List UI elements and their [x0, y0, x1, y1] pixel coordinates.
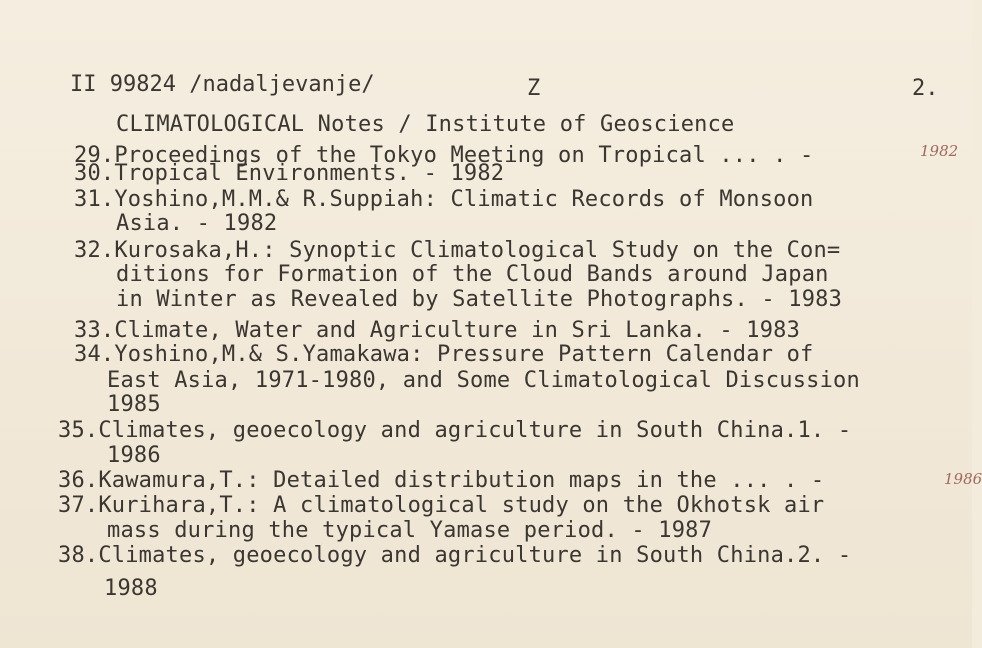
entry-29-handwritten-year: 1982 — [920, 142, 959, 160]
entry-30-line1: 30.Tropical Environments. - 1982 — [74, 161, 505, 186]
entry-32-line3: in Winter as Revealed by Satellite Photographs. - 1983 — [116, 287, 843, 312]
entry-34-line2: East Asia, 1971-1980, and Some Climatological Discussion — [107, 368, 860, 393]
index-letter: Z — [527, 76, 541, 101]
entry-36-handwritten-year: 1986 — [944, 470, 982, 488]
entry-32-line1: 32.Kurosaka,H.: Synoptic Climatological Study on the Con= — [74, 238, 841, 263]
card-page-number: 2. — [912, 76, 939, 101]
entry-32-line2: ditions for Formation of the Cloud Bands around Japan — [116, 262, 829, 287]
entry-37-line2: mass during the typical Yamase period. - 1987 — [107, 518, 713, 543]
call-number: II 99824 /nadaljevanje/ — [70, 72, 375, 97]
series-title: CLIMATOLOGICAL Notes / Institute of Geoscience — [116, 112, 735, 137]
entry-37-line1: 37.Kurihara,T.: A climatological study on the Okhotsk air — [58, 493, 825, 518]
entry-31-line2: Asia. - 1982 — [116, 211, 278, 236]
entry-38-line1: 38.Climates, geoecology and agriculture in South China.2. - — [58, 543, 852, 568]
entry-35-line2: 1986 — [107, 443, 161, 468]
entry-35-line1: 35.Climates, geoecology and agriculture in South China.1. - — [58, 418, 852, 443]
entry-34-line3: 1985 — [107, 392, 161, 417]
entry-36-line1: 36.Kawamura,T.: Detailed distribution maps in the ... . - — [58, 468, 825, 493]
entry-34-line1: 34.Yoshino,M.& S.Yamakawa: Pressure Pattern Calendar of — [74, 342, 814, 367]
entry-38-line2: 1988 — [104, 576, 158, 601]
entry-29-line1: 29.Proceedings of the Tokyo Meeting on Tropical ... . - — [74, 143, 814, 168]
entry-33-line1: 33.Climate, Water and Agriculture in Sri Lanka. - 1983 — [74, 318, 801, 343]
entry-31-line1: 31.Yoshino,M.M.& R.Suppiah: Climatic Records of Monsoon — [74, 187, 814, 212]
